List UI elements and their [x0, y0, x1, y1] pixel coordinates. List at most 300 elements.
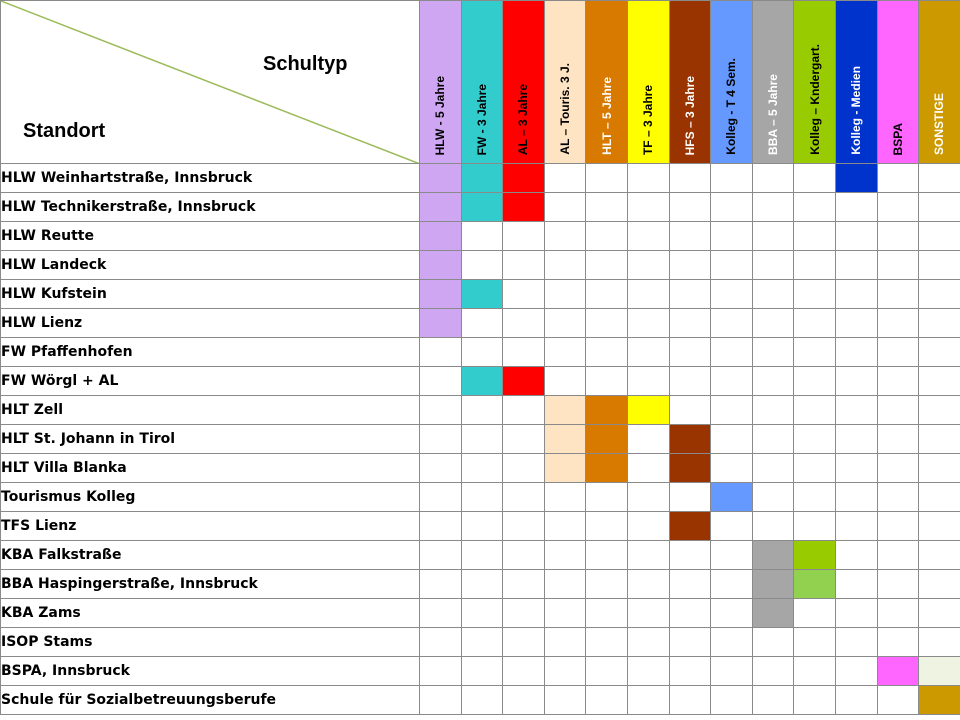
empty-cell [669, 541, 711, 570]
filled-cell [669, 425, 711, 454]
empty-cell [627, 338, 669, 367]
empty-cell [835, 628, 877, 657]
filled-cell [711, 483, 753, 512]
filled-cell [420, 222, 462, 251]
empty-cell [544, 164, 586, 193]
empty-cell [669, 193, 711, 222]
empty-cell [835, 657, 877, 686]
empty-cell [711, 657, 753, 686]
corner-standort-label: Standort [23, 120, 106, 142]
empty-cell [794, 309, 836, 338]
column-header-label: AL – 3 Jahre [516, 83, 531, 155]
row-label: HLW Reutte [1, 222, 420, 251]
empty-cell [586, 541, 628, 570]
filled-cell [503, 164, 545, 193]
empty-cell [919, 512, 960, 541]
filled-cell [794, 541, 836, 570]
empty-cell [420, 425, 462, 454]
filled-cell [752, 541, 794, 570]
empty-cell [503, 309, 545, 338]
empty-cell [919, 309, 960, 338]
empty-cell [627, 657, 669, 686]
empty-cell [877, 396, 919, 425]
empty-cell [752, 396, 794, 425]
column-header-label: TF – 3 Jahre [641, 84, 656, 155]
row-label: KBA Zams [1, 599, 420, 628]
empty-cell [835, 686, 877, 715]
empty-cell [586, 309, 628, 338]
empty-cell [835, 454, 877, 483]
empty-cell [461, 396, 503, 425]
filled-cell [461, 164, 503, 193]
empty-cell [711, 686, 753, 715]
empty-cell [877, 512, 919, 541]
empty-cell [503, 454, 545, 483]
empty-cell [752, 454, 794, 483]
column-header [669, 1, 711, 164]
empty-cell [420, 483, 462, 512]
empty-cell [544, 222, 586, 251]
empty-cell [877, 686, 919, 715]
table-row [1, 599, 960, 628]
empty-cell [919, 338, 960, 367]
empty-cell [794, 251, 836, 280]
empty-cell [669, 599, 711, 628]
table-row [1, 396, 960, 425]
empty-cell [794, 396, 836, 425]
filled-cell [544, 454, 586, 483]
empty-cell [461, 251, 503, 280]
table-row [1, 512, 960, 541]
empty-cell [752, 164, 794, 193]
empty-cell [711, 541, 753, 570]
empty-cell [627, 512, 669, 541]
empty-cell [794, 628, 836, 657]
empty-cell [669, 309, 711, 338]
empty-cell [461, 425, 503, 454]
empty-cell [420, 657, 462, 686]
row-label: HLW Lienz [1, 309, 420, 338]
empty-cell [503, 686, 545, 715]
table-row [1, 251, 960, 280]
empty-cell [794, 280, 836, 309]
empty-cell [877, 628, 919, 657]
empty-cell [586, 338, 628, 367]
row-label: HLT St. Johann in Tirol [1, 425, 420, 454]
empty-cell [669, 628, 711, 657]
row-label: HLW Weinhartstraße, Innsbruck [1, 164, 420, 193]
column-header [835, 1, 877, 164]
empty-cell [711, 599, 753, 628]
empty-cell [711, 425, 753, 454]
empty-cell [627, 367, 669, 396]
empty-cell [919, 280, 960, 309]
empty-cell [877, 454, 919, 483]
empty-cell [544, 541, 586, 570]
empty-cell [752, 512, 794, 541]
row-label: Tourismus Kolleg [1, 483, 420, 512]
filled-cell [586, 454, 628, 483]
empty-cell [669, 367, 711, 396]
empty-cell [877, 193, 919, 222]
column-header-label: AL – Touris. 3 J. [558, 63, 573, 155]
filled-cell [461, 193, 503, 222]
empty-cell [711, 251, 753, 280]
empty-cell [669, 570, 711, 599]
filled-cell [794, 570, 836, 599]
empty-cell [794, 686, 836, 715]
empty-cell [503, 599, 545, 628]
empty-cell [711, 309, 753, 338]
row-label: TFS Lienz [1, 512, 420, 541]
header-row [1, 1, 960, 164]
empty-cell [503, 280, 545, 309]
filled-cell [544, 425, 586, 454]
table-row [1, 367, 960, 396]
empty-cell [503, 425, 545, 454]
table-row [1, 280, 960, 309]
empty-cell [919, 541, 960, 570]
empty-cell [420, 396, 462, 425]
filled-cell [420, 280, 462, 309]
empty-cell [461, 309, 503, 338]
empty-cell [794, 338, 836, 367]
column-header-label: BSPA [890, 122, 905, 155]
empty-cell [461, 338, 503, 367]
empty-cell [586, 164, 628, 193]
filled-cell [461, 367, 503, 396]
empty-cell [544, 483, 586, 512]
empty-cell [835, 599, 877, 628]
empty-cell [420, 454, 462, 483]
empty-cell [420, 570, 462, 599]
filled-cell [420, 164, 462, 193]
empty-cell [794, 483, 836, 512]
empty-cell [586, 657, 628, 686]
empty-cell [752, 222, 794, 251]
empty-cell [461, 512, 503, 541]
table-row [1, 541, 960, 570]
corner-header [1, 1, 420, 164]
empty-cell [877, 367, 919, 396]
filled-cell [503, 193, 545, 222]
empty-cell [919, 570, 960, 599]
empty-cell [835, 512, 877, 541]
empty-cell [669, 222, 711, 251]
table-row [1, 628, 960, 657]
column-header [794, 1, 836, 164]
empty-cell [877, 483, 919, 512]
empty-cell [794, 367, 836, 396]
empty-cell [752, 483, 794, 512]
empty-cell [794, 193, 836, 222]
empty-cell [586, 251, 628, 280]
empty-cell [794, 222, 836, 251]
empty-cell [586, 193, 628, 222]
empty-cell [627, 570, 669, 599]
table-row [1, 193, 960, 222]
empty-cell [919, 599, 960, 628]
empty-cell [586, 280, 628, 309]
empty-cell [461, 686, 503, 715]
empty-cell [420, 338, 462, 367]
row-label: HLW Kufstein [1, 280, 420, 309]
empty-cell [794, 454, 836, 483]
column-header [544, 1, 586, 164]
empty-cell [835, 483, 877, 512]
empty-cell [627, 599, 669, 628]
empty-cell [711, 280, 753, 309]
table-row [1, 454, 960, 483]
empty-cell [627, 686, 669, 715]
empty-cell [877, 541, 919, 570]
empty-cell [711, 512, 753, 541]
empty-cell [420, 367, 462, 396]
empty-cell [919, 454, 960, 483]
empty-cell [544, 657, 586, 686]
column-header-label: Kolleg – Kndergart. [807, 44, 822, 155]
filled-cell [669, 454, 711, 483]
empty-cell [627, 628, 669, 657]
empty-cell [919, 367, 960, 396]
empty-cell [752, 338, 794, 367]
row-label: ISOP Stams [1, 628, 420, 657]
empty-cell [877, 280, 919, 309]
filled-cell [586, 396, 628, 425]
empty-cell [586, 599, 628, 628]
empty-cell [461, 599, 503, 628]
empty-cell [711, 222, 753, 251]
filled-cell [752, 570, 794, 599]
column-header-label: HFS – 3 Jahre [682, 75, 697, 155]
empty-cell [503, 251, 545, 280]
empty-cell [627, 541, 669, 570]
row-label: KBA Falkstraße [1, 541, 420, 570]
row-label: BBA Haspingerstraße, Innsbruck [1, 570, 420, 599]
empty-cell [919, 164, 960, 193]
empty-cell [711, 338, 753, 367]
empty-cell [503, 628, 545, 657]
empty-cell [794, 425, 836, 454]
empty-cell [503, 338, 545, 367]
empty-cell [877, 338, 919, 367]
table-row [1, 164, 960, 193]
empty-cell [461, 570, 503, 599]
empty-cell [752, 686, 794, 715]
table-row [1, 425, 960, 454]
filled-cell [627, 396, 669, 425]
empty-cell [503, 541, 545, 570]
empty-cell [461, 483, 503, 512]
row-label: HLT Zell [1, 396, 420, 425]
empty-cell [544, 338, 586, 367]
empty-cell [752, 309, 794, 338]
filled-cell [503, 367, 545, 396]
empty-cell [503, 483, 545, 512]
empty-cell [627, 309, 669, 338]
empty-cell [669, 483, 711, 512]
empty-cell [669, 657, 711, 686]
column-header-label: Kolleg - Medien [849, 66, 864, 155]
empty-cell [711, 396, 753, 425]
filled-cell [586, 425, 628, 454]
empty-cell [877, 251, 919, 280]
empty-cell [877, 222, 919, 251]
filled-cell [420, 251, 462, 280]
empty-cell [544, 251, 586, 280]
row-label: BSPA, Innsbruck [1, 657, 420, 686]
empty-cell [669, 338, 711, 367]
row-label: HLW Technikerstraße, Innsbruck [1, 193, 420, 222]
empty-cell [627, 483, 669, 512]
empty-cell [627, 280, 669, 309]
empty-cell [669, 164, 711, 193]
empty-cell [919, 222, 960, 251]
corner-schultyp-label: Schultyp [263, 53, 348, 75]
empty-cell [420, 686, 462, 715]
empty-cell [544, 570, 586, 599]
empty-cell [919, 425, 960, 454]
filled-cell [420, 309, 462, 338]
filled-cell [919, 657, 960, 686]
empty-cell [586, 686, 628, 715]
empty-cell [877, 570, 919, 599]
column-header-label: FW - 3 Jahre [474, 83, 489, 155]
empty-cell [877, 599, 919, 628]
column-header [461, 1, 503, 164]
empty-cell [711, 164, 753, 193]
empty-cell [835, 367, 877, 396]
table-row [1, 686, 960, 715]
empty-cell [544, 628, 586, 657]
table-row [1, 483, 960, 512]
empty-cell [503, 396, 545, 425]
empty-cell [835, 425, 877, 454]
column-header [627, 1, 669, 164]
empty-cell [627, 222, 669, 251]
empty-cell [835, 222, 877, 251]
table-row [1, 338, 960, 367]
empty-cell [503, 512, 545, 541]
column-header-label: SONSTIGE [932, 92, 947, 155]
filled-cell [835, 164, 877, 193]
table-row [1, 222, 960, 251]
empty-cell [919, 396, 960, 425]
empty-cell [420, 541, 462, 570]
column-header-label: BBA – 5 Jahre [766, 74, 781, 155]
empty-cell [711, 454, 753, 483]
empty-cell [835, 280, 877, 309]
empty-cell [503, 222, 545, 251]
filled-cell [544, 396, 586, 425]
column-header-label: HLT – 5 Jahre [599, 77, 614, 155]
empty-cell [586, 367, 628, 396]
empty-cell [627, 454, 669, 483]
column-header-label: Kolleg - T 4 Sem. [724, 58, 739, 155]
empty-cell [669, 686, 711, 715]
row-label: HLT Villa Blanka [1, 454, 420, 483]
empty-cell [835, 396, 877, 425]
filled-cell [461, 280, 503, 309]
empty-cell [461, 628, 503, 657]
empty-cell [627, 193, 669, 222]
row-label: Schule für Sozialbetreuungsberufe [1, 686, 420, 715]
empty-cell [420, 599, 462, 628]
empty-cell [503, 657, 545, 686]
empty-cell [794, 657, 836, 686]
empty-cell [794, 599, 836, 628]
table-row [1, 657, 960, 686]
empty-cell [835, 251, 877, 280]
empty-cell [544, 686, 586, 715]
empty-cell [711, 367, 753, 396]
empty-cell [752, 628, 794, 657]
empty-cell [627, 425, 669, 454]
filled-cell [919, 686, 960, 715]
empty-cell [835, 193, 877, 222]
column-header [919, 1, 960, 164]
empty-cell [586, 512, 628, 541]
column-header [420, 1, 462, 164]
table-row [1, 309, 960, 338]
row-label: FW Wörgl + AL [1, 367, 420, 396]
column-header [586, 1, 628, 164]
empty-cell [461, 222, 503, 251]
empty-cell [544, 512, 586, 541]
column-header [503, 1, 545, 164]
empty-cell [711, 570, 753, 599]
empty-cell [877, 309, 919, 338]
empty-cell [794, 512, 836, 541]
empty-cell [544, 280, 586, 309]
empty-cell [627, 251, 669, 280]
column-header [877, 1, 919, 164]
table-body [1, 164, 960, 715]
empty-cell [586, 628, 628, 657]
filled-cell [669, 512, 711, 541]
table-row [1, 570, 960, 599]
empty-cell [669, 280, 711, 309]
column-header-label: HLW - 5 Jahre [433, 75, 448, 155]
empty-cell [752, 367, 794, 396]
empty-cell [752, 425, 794, 454]
empty-cell [544, 599, 586, 628]
empty-cell [835, 309, 877, 338]
empty-cell [752, 251, 794, 280]
row-label: FW Pfaffenhofen [1, 338, 420, 367]
empty-cell [835, 570, 877, 599]
empty-cell [752, 193, 794, 222]
empty-cell [627, 164, 669, 193]
empty-cell [586, 570, 628, 599]
empty-cell [877, 425, 919, 454]
empty-cell [752, 657, 794, 686]
empty-cell [420, 628, 462, 657]
empty-cell [586, 222, 628, 251]
empty-cell [461, 454, 503, 483]
empty-cell [503, 570, 545, 599]
empty-cell [586, 483, 628, 512]
filled-cell [420, 193, 462, 222]
empty-cell [919, 483, 960, 512]
empty-cell [669, 396, 711, 425]
empty-cell [461, 657, 503, 686]
empty-cell [544, 193, 586, 222]
empty-cell [919, 251, 960, 280]
column-header [752, 1, 794, 164]
filled-cell [877, 657, 919, 686]
row-label: HLW Landeck [1, 251, 420, 280]
